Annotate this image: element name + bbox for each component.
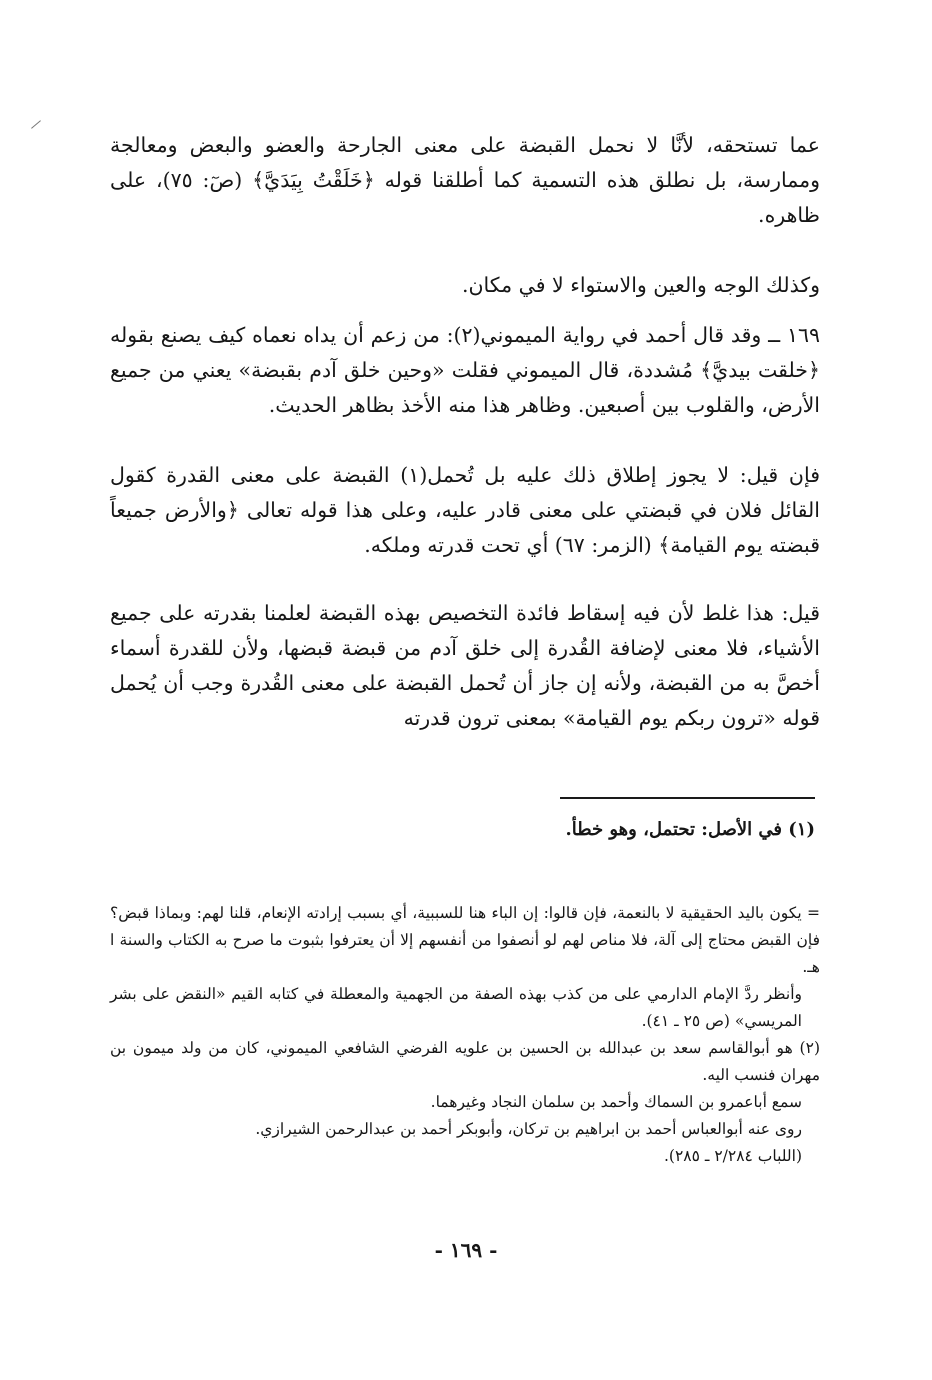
- note-2-biography: (٢) هو أبوالقاسم سعد بن عبدالله بن الحسين بن علويه الفرضي الشافعي الميموني، كان من ولد ميمون بن مهران فنسب اليه.: [110, 1039, 820, 1084]
- paragraph-reply: قيل: هذا غلط لأن فيه إسقاط فائدة التخصيص بهذه القبضة لعلمنا بقدرته على جميع الأشياء، فلا معنى لإضافة القُدرة إلى خلق آدم من قبضة قبضها، ولأن للقدرة أسماء أخصَّ به من القبضة، ولأنه إن جاز أن تُحمل القبضة على معنى القُدرة وجب أن يُحمل قوله «ترون ربكم يوم القيامة» بمعنى ترون قدرته: [110, 601, 820, 730]
- paragraph-1: عما تستحقه، لأنَّا لا نحمل القبضة على معنى الجارحة والعضو والبعض ومعالجة وممارسة، بل نطلق هذه التسمية كما أطلقنا قوله ﴿خَلَقْتُ بِيَدَيَّ﴾ (صٓ: ٧٥)، على ظاهره.: [110, 133, 820, 227]
- note-darimi-reference: وأنظر ردَّ الإمام الدارمي على من كذب بهذه الصفة من الجهمية والمعطلة في كتابه القيم «النقض على بشر المريسي» (ص ٢٥ ـ ٤١).: [110, 985, 802, 1030]
- note-2-teachers: سمع أباعمرو بن السماك وأحمد بن سلمان النجاد وغيرهما.: [430, 1093, 802, 1111]
- margin-mark: [31, 120, 41, 128]
- note-2-source: (اللباب ٢/٢٨٤ ـ ٢٨٥).: [663, 1147, 802, 1165]
- footnotes-block: [110, 900, 820, 1170]
- paragraph-2: وكذلك الوجه والعين والاستواء لا في مكان.: [461, 273, 820, 297]
- note-2-students: روى عنه أبوالعباس أحمد بن ابراهيم بن تركان، وأبوبكر أحمد بن عبدالرحمن الشيرازي.: [255, 1120, 802, 1138]
- note-continuation: = يكون باليد الحقيقية لا بالنعمة، فإن قالوا: إن الباء هنا للسببية، أي بسبب إرادته الإنعام، قلنا لهم: وبماذا قبض؟ فإن القبض محتاج إلى آلة، فلا مناص لهم لو أنصفوا من أنفسهم إلا أن يعترفوا بثبوت ما صرح به الكتاب والسنة ا هـ.: [110, 904, 820, 976]
- footnote-1: (١) في الأصل: تحتمل، وهو خطأ.: [565, 819, 815, 840]
- paragraph-objection: فإن قيل: لا يجوز إطلاق ذلك عليه بل تُحمل(١) القبضة على معنى القدرة كقول القائل فلان في قبضتي على معنى قادر عليه، وعلى هذا قوله تعالى ﴿والأرض جميعاً قبضته يوم القيامة﴾ (الزمر: ٦٧) أي تحت قدرته وملكه.: [110, 463, 821, 557]
- footnote-divider: [560, 797, 815, 799]
- page-number: - ١٦٩ -: [434, 1238, 498, 1262]
- paragraph-169: ١٦٩ ــ وقد قال أحمد في رواية الميموني(٢): من زعم أن يداه نعماه كيف يصنع بقوله ﴿خلقت بيديَّ﴾ مُشددة، قال الميموني فقلت «وحين خلق آدم بقبضة» يعني من جميع الأرض، والقلوب بين أصبعين. وظاهر هذا منه الأخذ بظاهر الحديث.: [110, 323, 820, 417]
